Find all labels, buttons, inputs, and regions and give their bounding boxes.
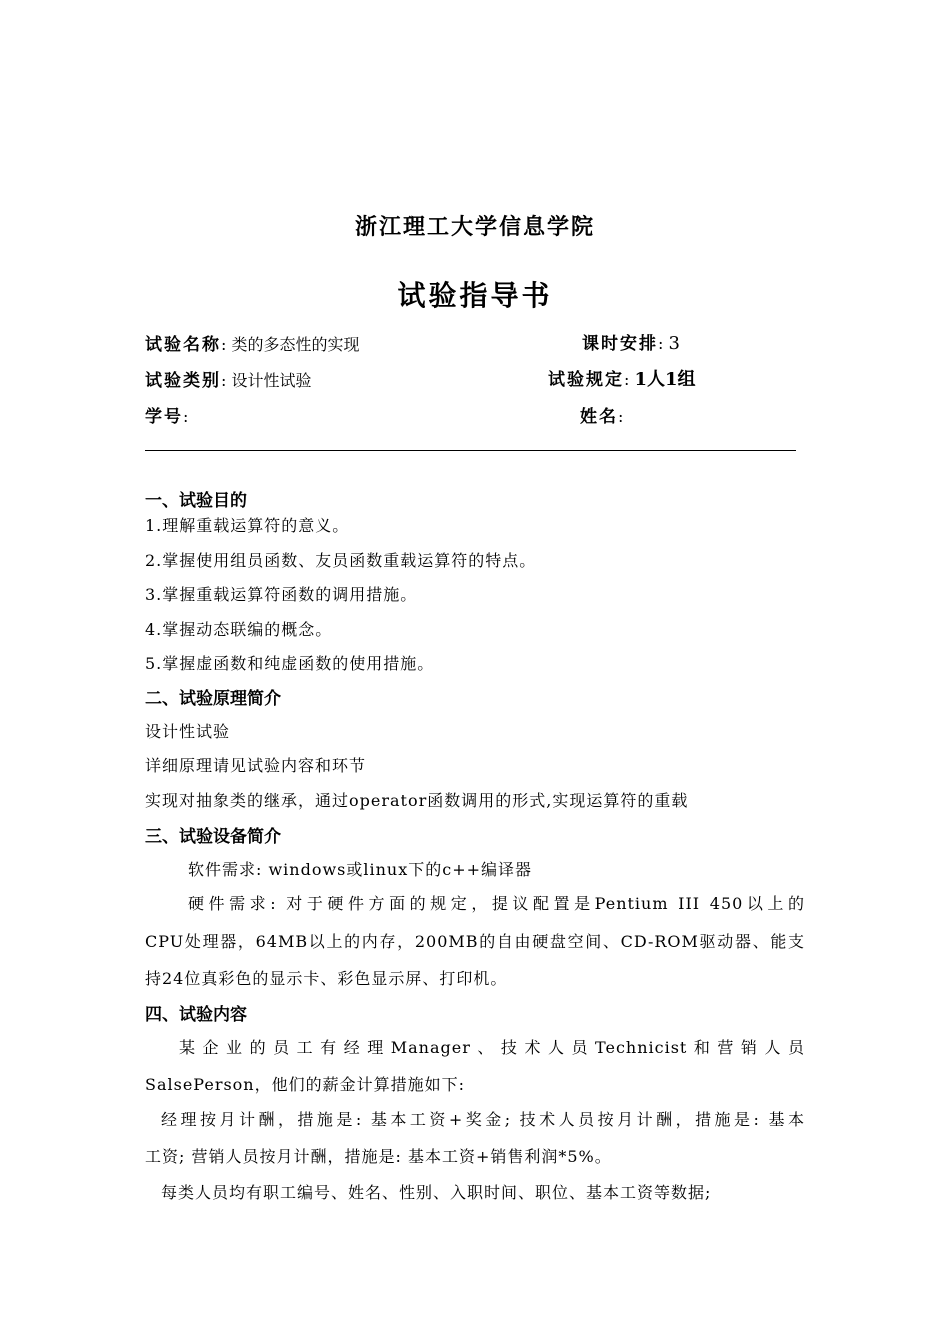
hours-label: 课时安排	[582, 334, 658, 354]
rule-label: 试验规定	[548, 370, 624, 390]
content-paragraph-1-line-2: SalsePerson，他们的薪金计算措施如下:	[145, 1075, 466, 1094]
student-id-label: 学号	[145, 407, 183, 427]
experiment-type-label: 试验类别	[145, 371, 221, 391]
content-paragraph-1-line-1: 某企业的员工有经理Manager、技术人员Technicist和营销人员	[179, 1038, 805, 1057]
student-name-label: 姓名	[580, 407, 618, 427]
colon: :	[221, 371, 227, 390]
colon: :	[183, 407, 189, 426]
paragraph-line: 详细原理请见试验内容和环节	[145, 756, 367, 775]
rule-row	[548, 365, 696, 391]
divider-line	[145, 450, 796, 451]
experiment-type-row	[145, 366, 312, 391]
section-3-heading: 三、试验设备简介	[145, 827, 281, 847]
content-paragraph-2-line-2: 工资; 营销人员按月计酬，措施是: 基本工资+销售利润*5%。	[145, 1147, 612, 1166]
document-title: 试验指导书	[397, 279, 553, 312]
experiment-type-value: 设计性试验	[231, 371, 312, 390]
colon: :	[221, 335, 227, 354]
content-paragraph-3: 每类人员均有职工编号、姓名、性别、入职时间、职位、基本工资等数据;	[161, 1183, 712, 1202]
content-paragraph-2-line-1: 经理按月计酬，措施是: 基本工资+奖金; 技术人员按月计酬，措施是: 基本	[161, 1110, 805, 1129]
list-item: 4.掌握动态联编的概念。	[145, 620, 333, 639]
list-item: 2.掌握使用组员函数、友员函数重载运算符的特点。	[145, 551, 537, 570]
rule-value: 1人1组	[634, 369, 696, 390]
experiment-name-label: 试验名称	[145, 335, 221, 355]
list-item: 3.掌握重载运算符函数的调用措施。	[145, 585, 418, 604]
colon: :	[624, 370, 630, 389]
institution-title: 浙江理工大学信息学院	[354, 215, 595, 240]
colon: :	[658, 334, 664, 353]
hours-row	[582, 329, 680, 354]
section-4-heading: 四、试验内容	[145, 1005, 247, 1025]
section-2-heading: 二、试验原理简介	[145, 689, 281, 709]
list-item: 5.掌握虚函数和纯虚函数的使用措施。	[145, 654, 435, 673]
experiment-name-row	[145, 330, 360, 355]
student-name-row	[580, 402, 623, 427]
experiment-name-value: 类的多态性的实现	[231, 335, 360, 354]
hardware-requirement-line-2: CPU处理器，64MB以上的内存，200MB的自由硬盘空间、CD-ROM驱动器、能支	[145, 932, 805, 951]
hardware-requirement-line-3: 持24位真彩色的显示卡、彩色显示屏、打印机。	[145, 969, 508, 988]
paragraph-line: 设计性试验	[145, 722, 231, 741]
hours-value: 3	[668, 333, 680, 354]
section-1-heading: 一、试验目的	[145, 491, 247, 511]
student-id-row	[145, 402, 188, 427]
colon: :	[618, 407, 624, 426]
hardware-requirement-line-1: 硬件需求: 对于硬件方面的规定，提议配置是Pentium III 450以上的	[188, 894, 805, 913]
paragraph-line: 实现对抽象类的继承，通过operator函数调用的形式,实现运算符的重载	[145, 791, 689, 810]
list-item: 1.理解重载运算符的意义。	[145, 516, 350, 535]
software-requirement: 软件需求: windows或linux下的c++编译器	[188, 860, 533, 879]
